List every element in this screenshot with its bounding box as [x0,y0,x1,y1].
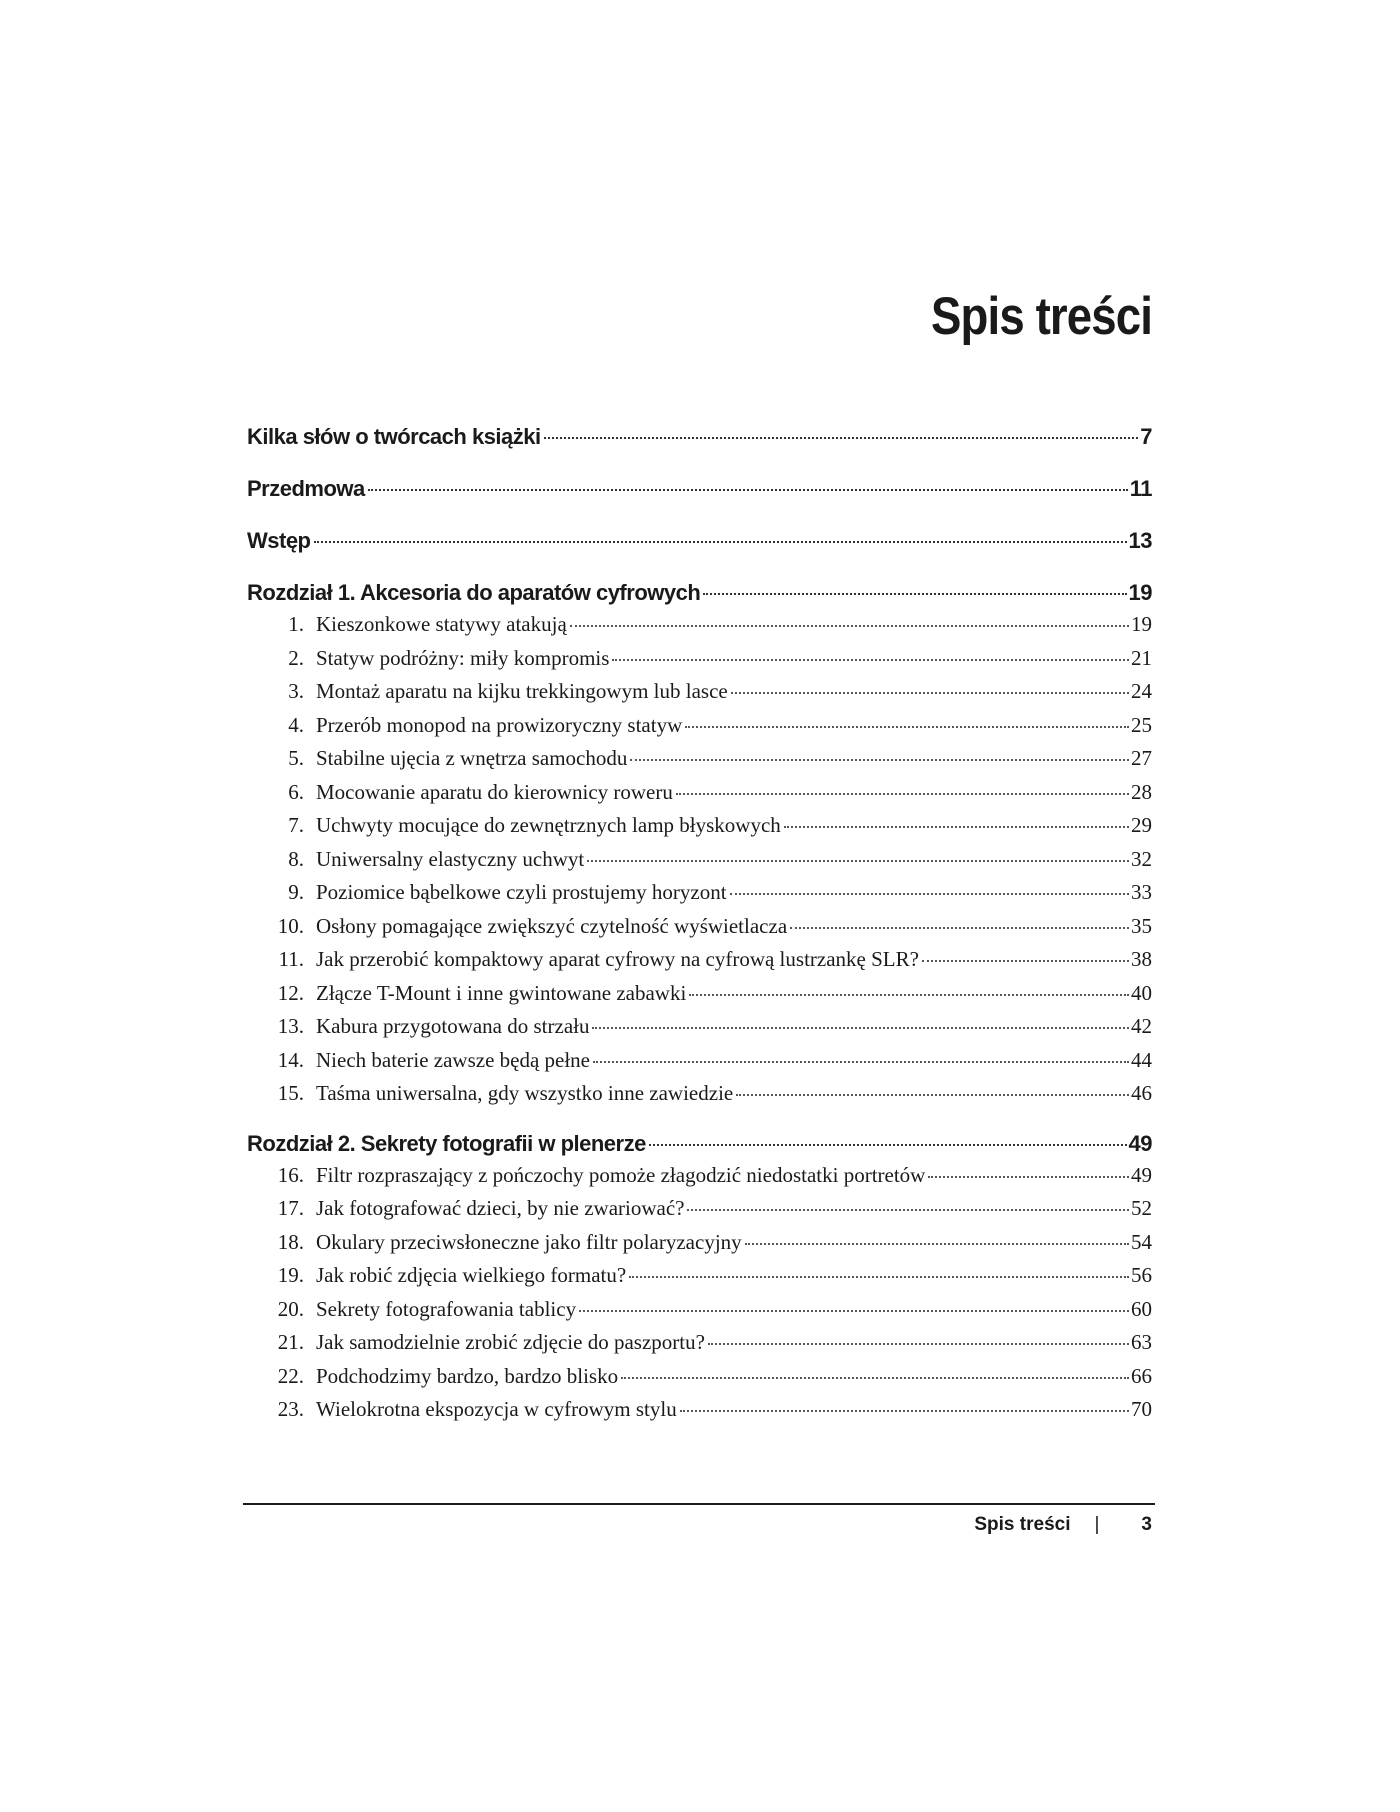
toc-item[interactable] [247,1393,1152,1427]
toc-item-label: Mocowanie aparatu do kierownicy roweru [316,779,673,804]
toc-item-page: 29 [1131,813,1152,837]
toc-item-number: 1. [288,612,304,636]
toc-item-page: 54 [1131,1229,1152,1254]
toc-item[interactable] [247,876,1152,910]
dot-leader [685,726,1129,728]
toc-chapter-page: 49 [1128,1130,1152,1156]
toc-item-page: 27 [1131,746,1152,770]
dot-leader [730,893,1129,895]
toc-chapter-1[interactable] [247,580,1152,606]
footer-section-title: Spis treści [974,1514,1071,1535]
toc-item-number: 12. [277,980,304,1005]
toc-item-label: Jak fotografować dzieci, by nie zwariować? [316,1196,685,1220]
dot-leader [368,489,1128,491]
toc-chapter-page: 19 [1128,580,1152,605]
toc-item-number: 20. [277,1296,304,1321]
toc-item[interactable] [247,1077,1152,1111]
toc-item-number: 3. [288,679,304,703]
page-footer [974,1514,1152,1536]
toc-item-label: Jak przerobić kompaktowy aparat cyfrowy na cyfrową lustrzankę SLR? [316,947,919,971]
toc-item-page: 28 [1131,779,1152,804]
toc-item-number: 18. [277,1229,304,1254]
toc-item[interactable] [247,675,1152,709]
toc-entry-authors[interactable] [247,424,1152,450]
toc-item-number: 23. [277,1397,304,1421]
toc-entry-page: 11 [1129,476,1152,501]
toc-item[interactable] [247,642,1152,676]
toc-item-page: 56 [1131,1263,1152,1287]
toc-item-page: 44 [1131,1047,1152,1072]
page-title: Spis treści [930,287,1152,346]
dot-leader [680,1410,1129,1412]
toc-item-number: 11. [278,947,304,971]
toc-item-number: 16. [277,1162,304,1187]
toc-entry-preface[interactable] [247,476,1152,502]
toc-item[interactable] [247,776,1152,810]
toc-item-number: 5. [288,746,304,770]
toc-item-label: Osłony pomagające zwiększyć czytelność wyświetlacza [316,913,788,938]
toc-item-label: Uniwersalny elastyczny uchwyt [316,846,585,871]
toc-item-page: 49 [1131,1162,1152,1187]
toc-item-number: 13. [277,1014,304,1038]
toc-item-number: 2. [288,645,304,670]
toc-chapter-2-items [247,1159,1152,1427]
dot-leader [708,1343,1129,1345]
toc-item-page: 46 [1131,1081,1152,1105]
toc-item-page: 21 [1131,645,1152,670]
toc-item[interactable] [247,1326,1152,1360]
toc-item-label: Montaż aparatu na kijku trekkingowym lub lasce [316,679,728,703]
dot-leader [544,437,1139,439]
dot-leader [587,860,1129,862]
footer-rule [243,1503,1155,1505]
dot-leader [784,826,1129,828]
dot-leader [689,994,1129,996]
toc-entry-introduction[interactable] [247,528,1152,554]
toc-item[interactable] [247,910,1152,944]
toc-item-page: 40 [1131,980,1152,1005]
toc-item[interactable] [247,809,1152,843]
toc-item-page: 52 [1131,1196,1152,1220]
toc-item-number: 21. [277,1330,304,1354]
toc-item-number: 19. [277,1263,304,1287]
toc-item-page: 70 [1131,1397,1152,1421]
dot-leader [570,625,1129,627]
toc-item-label: Jak samodzielnie zrobić zdjęcie do paszportu? [316,1330,705,1354]
toc-item[interactable] [247,1010,1152,1044]
dot-leader [579,1310,1129,1312]
toc-item[interactable] [247,1044,1152,1078]
toc-item[interactable] [247,1159,1152,1193]
toc-item-page: 19 [1131,612,1152,636]
dot-leader [736,1094,1129,1096]
toc-item[interactable] [247,943,1152,977]
toc-entry-label: Wstęp [247,528,311,553]
toc-item[interactable] [247,843,1152,877]
dot-leader [612,659,1129,661]
dot-leader [593,1061,1129,1063]
toc-item[interactable] [247,608,1152,642]
toc-item-label: Złącze T-Mount i inne gwintowane zabawki [316,980,687,1005]
toc-item-number: 8. [288,846,304,871]
dot-leader [621,1377,1129,1379]
dot-leader [731,692,1129,694]
toc-item-label: Taśma uniwersalna, gdy wszystko inne zawiedzie [316,1081,734,1105]
toc-item-page: 60 [1131,1296,1152,1321]
toc-item-page: 35 [1131,913,1152,938]
toc-item-page: 63 [1131,1330,1152,1354]
toc-item-label: Jak robić zdjęcia wielkiego formatu? [316,1263,627,1287]
toc-item[interactable] [247,1293,1152,1327]
toc-item[interactable] [247,1360,1152,1394]
table-of-contents [247,424,1152,1427]
footer-separator: | [1094,1514,1100,1535]
toc-item-number: 15. [277,1081,304,1105]
toc-item-label: Stabilne ujęcia z wnętrza samochodu [316,746,628,770]
toc-item[interactable] [247,1192,1152,1226]
toc-item[interactable] [247,1259,1152,1293]
toc-item-label: Kabura przygotowana do strzału [316,1014,590,1038]
dot-leader [630,759,1129,761]
dot-leader [790,927,1129,929]
toc-chapter-label: Rozdział 2. Sekrety fotografii w plenerze [247,1130,646,1156]
toc-entry-label: Przedmowa [247,476,365,501]
footer-page-number: 3 [1141,1514,1152,1535]
toc-item-label: Poziomice bąbelkowe czyli prostujemy horyzont [316,880,727,904]
toc-item-number: 22. [277,1363,304,1388]
toc-item-label: Statyw podróżny: miły kompromis [316,645,610,670]
dot-leader [592,1027,1129,1029]
toc-item-label: Niech baterie zawsze będą pełne [316,1047,591,1072]
dot-leader [314,541,1127,543]
toc-item-page: 42 [1131,1014,1152,1038]
toc-item-label: Wielokrotna ekspozycja w cyfrowym stylu [316,1397,677,1421]
toc-item-label: Podchodzimy bardzo, bardzo blisko [316,1363,619,1388]
dot-leader [629,1276,1129,1278]
toc-item[interactable] [247,1226,1152,1260]
toc-item-label: Sekrety fotografowania tablicy [316,1296,577,1321]
toc-item-label: Okulary przeciwsłoneczne jako filtr polaryzacyjny [316,1229,742,1254]
toc-item[interactable] [247,742,1152,776]
dot-leader [928,1176,1129,1178]
toc-item-label: Kieszonkowe statywy atakują [316,612,567,636]
dot-leader [745,1243,1129,1245]
dot-leader [703,593,1126,595]
toc-item-number: 14. [277,1047,304,1072]
toc-item-label: Filtr rozpraszający z pończochy pomoże złagodzić niedostatki portretów [316,1162,926,1187]
toc-item-page: 66 [1131,1363,1152,1388]
toc-entry-label: Kilka słów o twórcach książki [247,424,541,449]
dot-leader [676,793,1129,795]
toc-entry-page: 7 [1140,424,1152,449]
toc-item-page: 25 [1131,712,1152,737]
toc-item-number: 17. [277,1196,304,1220]
toc-entry-page: 13 [1128,528,1152,553]
dot-leader [922,960,1129,962]
toc-item-number: 10. [277,913,304,938]
toc-chapter-1-items [247,608,1152,1111]
dot-leader [687,1209,1129,1211]
toc-item-label: Uchwyty mocujące do zewnętrznych lamp błyskowych [316,813,781,837]
toc-item-page: 24 [1131,679,1152,703]
toc-item-page: 32 [1131,846,1152,871]
toc-chapter-label: Rozdział 1. Akcesoria do aparatów cyfrowych [247,580,701,605]
toc-item-page: 38 [1131,947,1152,971]
toc-item-label: Przerób monopod na prowizoryczny statyw [316,712,683,737]
dot-leader [649,1144,1127,1146]
toc-item-number: 9. [288,880,304,904]
toc-item[interactable] [247,709,1152,743]
toc-item-page: 33 [1131,880,1152,904]
toc-item-number: 4. [288,712,304,737]
toc-item-number: 6. [288,779,304,804]
toc-chapter-2[interactable] [247,1131,1152,1157]
toc-item[interactable] [247,977,1152,1011]
toc-item-number: 7. [288,813,304,837]
